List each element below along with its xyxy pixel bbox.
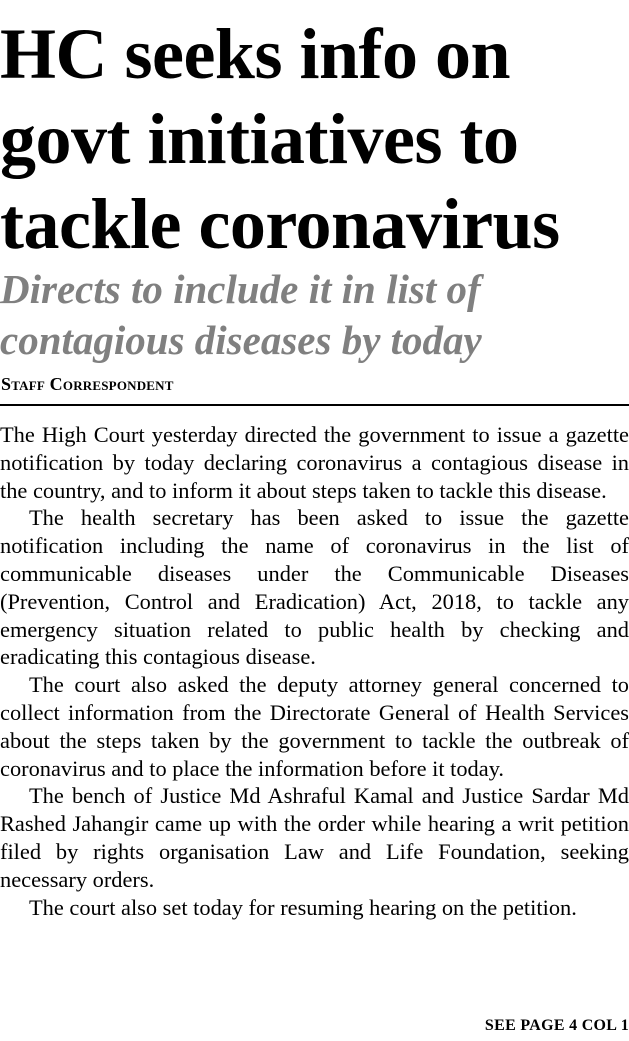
- headline: [0, 12, 629, 267]
- byline: Staff Correspondent: [1, 374, 174, 394]
- body-paragraph: The High Court yesterday directed the government to issue a gazette notification by today declaring coronavirus a contagious disease in the country, and to inform it about steps taken to tackle this disease.: [0, 422, 629, 503]
- body-paragraph: The bench of Justice Md Ashraful Kamal and Justice Sardar Md Rashed Jahangir came up with the order while hearing a writ petition filed by rights organisation Law and Life Foundation, seeking necessary orders.: [0, 783, 629, 892]
- headline-line: tackle coronavirus: [0, 184, 560, 264]
- article-body: [0, 421, 629, 921]
- byline-divider: [0, 404, 629, 406]
- body-paragraph: The court also set today for resuming hearing on the petition.: [29, 894, 577, 920]
- continuation-reference: SEE PAGE 4 COL 1: [484, 1017, 629, 1034]
- subheadline-line: Directs to include it in list of: [0, 266, 481, 312]
- headline-line: HC seeks info on: [0, 14, 511, 94]
- body-paragraph: The court also asked the deputy attorney general concerned to collect information from the Directorate General of Health Services about the steps taken by the government to tackle the outbreak of coronavirus and to place the information before it today.: [0, 672, 629, 781]
- headline-line: govt initiatives to: [0, 99, 519, 179]
- subheadline: [0, 264, 629, 366]
- subheadline-line: contagious diseases by today: [0, 317, 482, 363]
- body-paragraph: The health secretary has been asked to issue the gazette notification including the name of coronavirus in the list of communicable diseases under the Communicable Diseases (Prevention, Control and Eradication) Act, 2018, to tackle any emergency situation related to public health by checking and eradicating this contagious disease.: [0, 505, 629, 670]
